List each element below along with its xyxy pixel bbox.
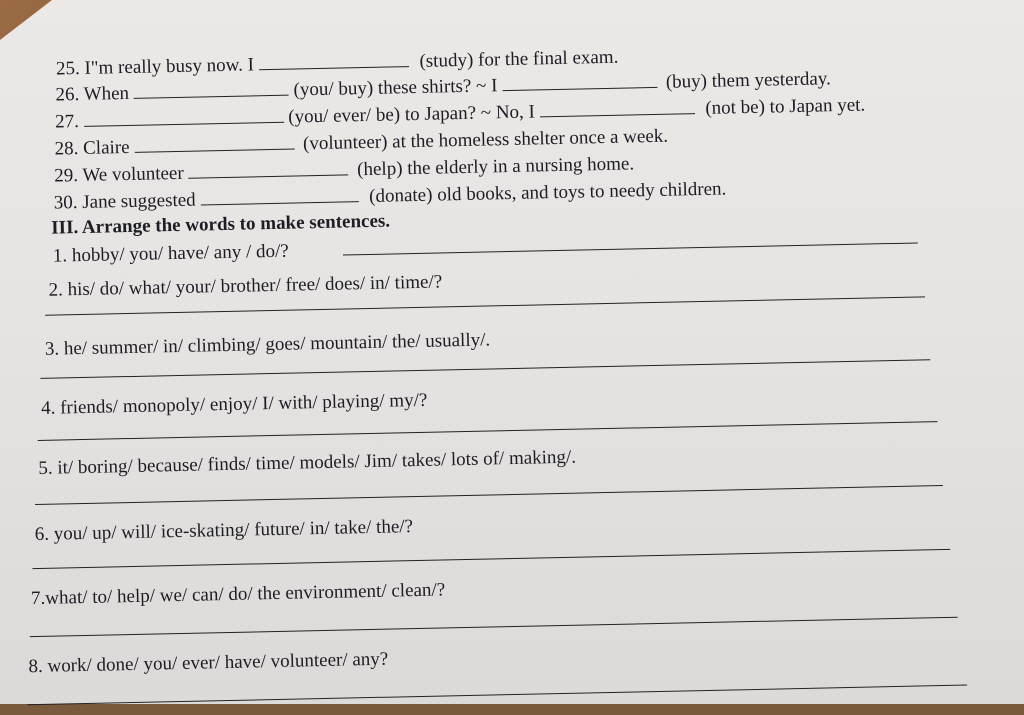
question-number: 27. — [54, 111, 80, 133]
item-text: 6. you/ up/ will/ ice-skating/ future/ in/ take/ the/? — [34, 516, 414, 546]
question-text: (buy) them yesterday. — [665, 68, 832, 93]
item-text: 7.what/ to/ help/ we/ can/ do/ the environment/ clean/? — [30, 579, 446, 610]
answer-line-3[interactable] — [40, 359, 930, 379]
arrange-item-2 — [48, 271, 442, 301]
arrange-item-3 — [45, 329, 491, 360]
arrange-item-7 — [31, 579, 446, 610]
arrange-item-6 — [34, 516, 413, 546]
arrange-item-1 — [53, 241, 289, 268]
answer-blank[interactable] — [134, 79, 289, 99]
question-text: (volunteer) at the homeless shelter once a week. — [302, 125, 669, 155]
question-text: (not be) to Japan yet. — [705, 94, 866, 119]
arrange-item-8 — [28, 649, 388, 679]
answer-line-6[interactable] — [32, 549, 950, 569]
answer-line-4[interactable] — [38, 421, 938, 441]
question-text: (help) the elderly in a nursing home. — [356, 153, 635, 181]
item-text: 2. his/ do/ what/ your/ brother/ free/ does/ in/ time/? — [48, 271, 443, 301]
question-number: 29. — [53, 165, 79, 187]
answer-line-5[interactable] — [35, 485, 943, 505]
answer-blank[interactable] — [259, 50, 409, 70]
answer-line-2[interactable] — [45, 296, 925, 315]
answer-line-1[interactable] — [343, 242, 918, 255]
item-text: 5. it/ boring/ because/ finds/ time/ models/ Jim/ takes/ lots of/ making/. — [38, 446, 577, 479]
section-heading: III. Arrange the words to make sentences. — [51, 210, 391, 239]
question-text: Jane suggested — [82, 189, 196, 213]
question-number: 28. — [54, 138, 79, 160]
answer-blank[interactable] — [502, 71, 657, 91]
question-text: We volunteer — [82, 162, 184, 186]
arrange-item-4 — [41, 390, 428, 420]
answer-line-7[interactable] — [30, 617, 958, 637]
answer-blank[interactable] — [188, 158, 348, 178]
question-text: When — [83, 82, 130, 105]
question-number: 30. — [53, 192, 78, 214]
item-text: 4. friends/ monopoly/ enjoy/ I/ with/ playing/ my/? — [40, 389, 428, 419]
question-text: (you/ ever/ be) to Japan? ~ No, I — [288, 101, 536, 128]
question-number: 25. — [55, 57, 80, 80]
answer-blank[interactable] — [539, 97, 694, 117]
question-text: (you/ buy) these shirts? ~ I — [293, 75, 498, 101]
question-text: (study) for the final exam. — [419, 46, 619, 72]
question-text: (donate) old books, and toys to needy children. — [368, 178, 727, 207]
question-number: 26. — [55, 84, 80, 106]
answer-blank[interactable] — [200, 185, 358, 205]
answer-blank[interactable] — [83, 106, 283, 127]
item-text: 8. work/ done/ you/ ever/ have/ volunteer/ any? — [28, 648, 389, 678]
arrange-item-5 — [38, 447, 576, 480]
answer-blank[interactable] — [134, 133, 294, 153]
question-text: I"m really busy now. I — [84, 54, 255, 79]
item-text: 1. hobby/ you/ have/ any / do/? — [52, 240, 289, 267]
question-text: Claire — [82, 136, 130, 159]
item-text: 3. he/ summer/ in/ climbing/ goes/ mountain/ the/ usually/. — [44, 329, 491, 360]
